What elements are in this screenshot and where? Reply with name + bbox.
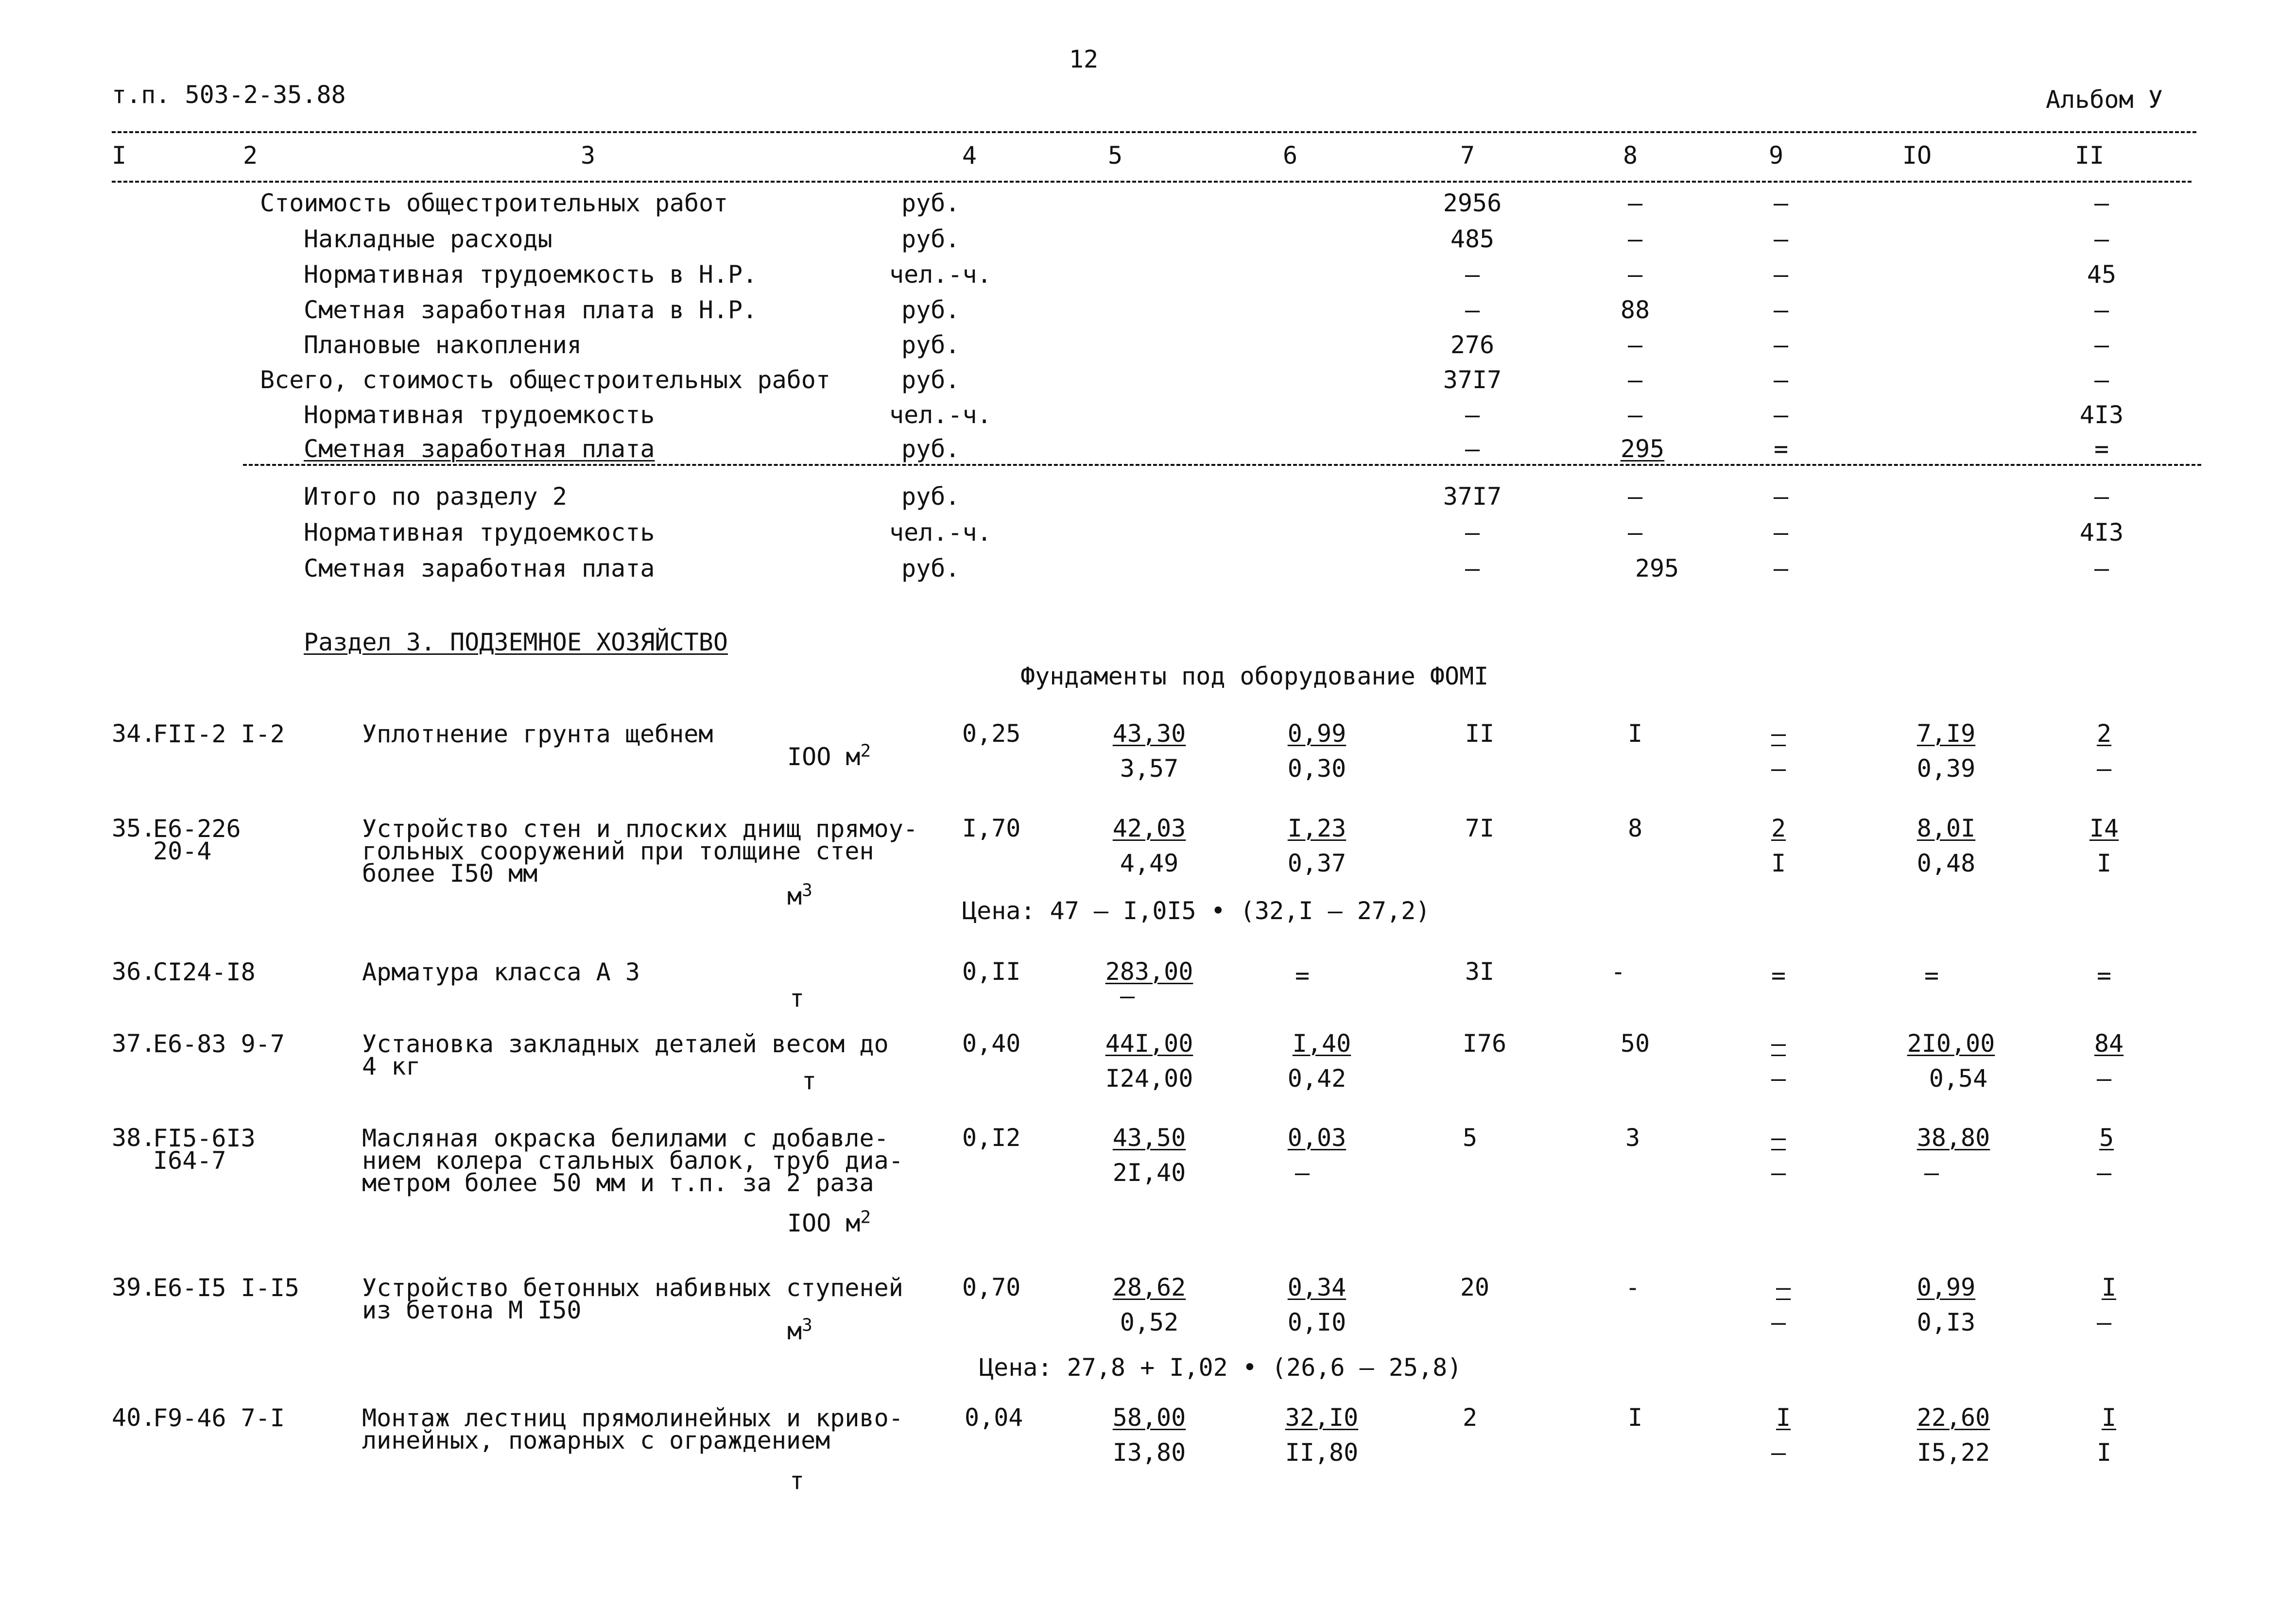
item-number: 34.	[112, 719, 156, 748]
item-col5-top: 283,00	[1105, 957, 1193, 986]
summary-label: Нормативная трудоемкость	[304, 518, 655, 547]
summary-unit: руб.	[901, 296, 960, 324]
summary-col9: –	[1773, 189, 1789, 217]
summary-unit: руб.	[901, 366, 960, 394]
item-quantity: I,70	[962, 814, 1021, 842]
summary-col7: 37I7	[1443, 366, 1502, 394]
summary-label: Стоимость общестроительных работ	[260, 189, 728, 217]
item-col6-top: I,40	[1292, 1029, 1351, 1058]
price-formula: Цена: 47 – I,0I5 • (32,I – 27,2)	[962, 897, 1431, 925]
item-col8: 3	[1625, 1124, 1640, 1152]
item-number: 37.	[112, 1029, 156, 1058]
summary-col7: 485	[1450, 225, 1495, 253]
album-label: Альбом У	[2046, 85, 2163, 114]
column-header: I	[111, 141, 127, 170]
item-col11-top: I4	[2089, 814, 2119, 842]
summary-col9: =	[1773, 435, 1789, 463]
item-col5-bottom: 3,57	[1120, 754, 1179, 783]
item-col5-bottom: I3,80	[1112, 1438, 1186, 1467]
item-quantity: 0,II	[962, 957, 1021, 986]
item-code: FII-2 I-2	[153, 720, 285, 748]
summary-col7: –	[1465, 554, 1480, 582]
item-col5-top: 58,00	[1112, 1403, 1186, 1432]
summary-col7: –	[1465, 260, 1480, 289]
summary-col7: –	[1465, 518, 1480, 547]
item-col7: 20	[1460, 1273, 1490, 1301]
item-col9-top: –	[1771, 719, 1786, 748]
summary-label: Итого по разделу 2	[304, 482, 567, 511]
item-col9-top: –	[1771, 1124, 1786, 1152]
summary-label: Нормативная трудоемкость в Н.Р.	[304, 260, 758, 289]
summary-col9: –	[1773, 225, 1789, 253]
summary-label: Сметная заработная плата	[304, 435, 655, 463]
item-col9-top: –	[1771, 1029, 1786, 1058]
item-col5-top: 42,03	[1112, 814, 1186, 842]
summary-col9: –	[1773, 518, 1789, 547]
summary-col9: –	[1773, 331, 1789, 359]
item-col11-top: 84	[2094, 1029, 2124, 1058]
item-col5-bottom: I24,00	[1105, 1064, 1193, 1093]
item-col5-bottom: –	[1120, 982, 1135, 1010]
summary-col7: 37I7	[1443, 482, 1502, 511]
column-header: 8	[1623, 141, 1638, 170]
item-col10-bottom: 0,54	[1929, 1064, 1988, 1093]
item-col6-bottom: 0,42	[1287, 1064, 1347, 1093]
summary-unit: чел.-ч.	[889, 401, 992, 429]
item-col8: 50	[1620, 1029, 1650, 1058]
summary-col9: –	[1773, 482, 1789, 511]
item-col10-bottom: 0,I3	[1916, 1308, 1976, 1336]
item-col6-bottom: 0,30	[1287, 754, 1347, 783]
item-col11-bottom: –	[2096, 754, 2112, 783]
summary-col11: –	[2094, 296, 2109, 324]
summary-col8: –	[1627, 189, 1643, 217]
summary-col8: –	[1627, 331, 1643, 359]
item-col11-bottom: I	[2096, 1438, 2112, 1467]
item-description: Арматура класса А 3	[362, 958, 640, 986]
item-col11-bottom: –	[2096, 1159, 2112, 1187]
item-code: E6-226 20-4	[153, 815, 241, 865]
item-col10-top: 7,I9	[1916, 719, 1976, 748]
summary-col11: –	[2094, 482, 2109, 511]
summary-col9: –	[1773, 366, 1789, 394]
summary-label: Нормативная трудоемкость	[304, 401, 655, 429]
summary-label: Накладные расходы	[304, 225, 552, 253]
item-description: Уплотнение грунта щебнем	[362, 720, 713, 748]
summary-label: Всего, стоимость общестроительных работ	[260, 366, 830, 394]
item-code: E6-83 9-7	[153, 1030, 285, 1058]
summary-col8: 295	[1620, 435, 1665, 463]
item-col10-top: 22,60	[1916, 1403, 1990, 1432]
summary-col11: –	[2094, 331, 2109, 359]
item-col9-bottom: –	[1771, 754, 1786, 783]
summary-col9: –	[1773, 260, 1789, 289]
item-col6-top: 0,34	[1287, 1273, 1347, 1301]
column-header: II	[2074, 141, 2105, 170]
item-quantity: 0,40	[962, 1029, 1021, 1058]
item-col9-bottom: –	[1771, 1438, 1786, 1467]
item-col6-bottom: 0,I0	[1287, 1308, 1347, 1336]
price-formula: Цена: 27,8 + I,02 • (26,6 – 25,8)	[979, 1353, 1462, 1382]
item-col6-bottom: –	[1295, 1159, 1310, 1187]
column-header: 6	[1282, 141, 1298, 170]
header-rule-bottom	[112, 181, 2192, 183]
item-col11-bottom: –	[2096, 1308, 2112, 1336]
item-col9-bottom: –	[1771, 1159, 1786, 1187]
item-col10-top: =	[1924, 961, 1939, 990]
item-code: E6-I5 I-I5	[153, 1274, 300, 1302]
item-number: 38.	[112, 1124, 156, 1152]
item-col10-bottom: 0,39	[1916, 754, 1976, 783]
item-col5-top: 43,50	[1112, 1124, 1186, 1152]
document-code: т.п. 503-2-35.88	[112, 81, 346, 109]
item-col6-top: 0,99	[1287, 719, 1347, 748]
summary-col11: =	[2094, 435, 2109, 463]
summary-col8: 88	[1620, 296, 1650, 324]
item-col7: II	[1465, 719, 1495, 748]
subtotal-separator	[243, 464, 2201, 466]
item-col10-top: 0,99	[1916, 1273, 1976, 1301]
item-col7: 7I	[1465, 814, 1495, 842]
section-subtitle: Фундаменты под оборудование ФОМI	[1020, 662, 1489, 690]
item-col10-top: 8,0I	[1916, 814, 1976, 842]
item-col10-top: 2I0,00	[1907, 1029, 1995, 1058]
item-code: CI24-I8	[153, 958, 256, 986]
item-description: Монтаж лестниц прямолинейных и криво- линейных, пожарных с ограждением	[362, 1404, 903, 1454]
item-unit: $м^3$	[787, 880, 812, 910]
summary-col11: 45	[2087, 260, 2117, 289]
item-code: FI5-6I3 I64-7	[153, 1124, 256, 1175]
item-col5-top: 44I,00	[1105, 1029, 1193, 1058]
summary-col8: –	[1627, 482, 1643, 511]
column-header: 7	[1460, 141, 1475, 170]
item-col10-bottom: –	[1924, 1159, 1939, 1187]
item-col8: 8	[1627, 814, 1643, 842]
summary-col8: –	[1627, 225, 1643, 253]
summary-unit: руб.	[901, 189, 960, 217]
item-col5-top: 28,62	[1112, 1273, 1186, 1301]
item-number: 39.	[112, 1273, 156, 1301]
summary-col11: 4I3	[2079, 518, 2124, 547]
item-col9-top: I	[1776, 1403, 1791, 1432]
item-quantity: 0,70	[962, 1273, 1021, 1301]
item-col10-bottom: I5,22	[1916, 1438, 1990, 1467]
item-unit: IOO $м^2$	[787, 1207, 871, 1237]
summary-col7: –	[1465, 435, 1480, 463]
item-number: 40.	[112, 1403, 156, 1432]
item-col9-bottom: –	[1771, 1064, 1786, 1093]
item-col11-top: 2	[2096, 719, 2112, 748]
item-col5-top: 43,30	[1112, 719, 1186, 748]
item-col6-top: =	[1295, 961, 1310, 990]
item-col5-bottom: 2I,40	[1112, 1159, 1186, 1187]
item-quantity: 0,25	[962, 719, 1021, 748]
summary-col8: –	[1627, 260, 1643, 289]
item-col11-bottom: –	[2096, 1064, 2112, 1093]
item-col7: 3I	[1465, 957, 1495, 986]
summary-col11: –	[2094, 554, 2109, 582]
summary-label: Сметная заработная плата	[304, 554, 655, 582]
item-description: Устройство стен и плоских днищ прямоу- гольных сооружений при толщине стен более I50 мм	[362, 815, 918, 888]
item-quantity: 0,I2	[962, 1124, 1021, 1152]
summary-col11: –	[2094, 225, 2109, 253]
item-unit: т	[790, 984, 805, 1012]
summary-unit: чел.-ч.	[889, 518, 992, 547]
summary-col7: –	[1465, 296, 1480, 324]
item-col8: I	[1627, 719, 1643, 748]
summary-col7: 276	[1450, 331, 1495, 359]
item-col8: I	[1627, 1403, 1643, 1432]
item-col6-bottom: 0,37	[1287, 849, 1347, 877]
item-col9-top: –	[1776, 1273, 1791, 1301]
summary-unit: руб.	[901, 554, 960, 582]
item-description: Устройство бетонных набивных ступеней из бетона М I50	[362, 1274, 903, 1324]
item-col9-bottom: I	[1771, 849, 1786, 877]
summary-col11: 4I3	[2079, 401, 2124, 429]
item-col11-top: I	[2101, 1273, 2117, 1301]
summary-col7: –	[1465, 401, 1480, 429]
item-code: F9-46 7-I	[153, 1404, 285, 1432]
item-unit: т	[790, 1467, 805, 1495]
item-quantity: 0,04	[965, 1403, 1023, 1432]
column-header: 3	[580, 141, 596, 170]
summary-col9: –	[1773, 554, 1789, 582]
summary-col9: –	[1773, 401, 1789, 429]
summary-unit: руб.	[901, 331, 960, 359]
item-col6-bottom: II,80	[1285, 1438, 1359, 1467]
summary-col8: –	[1627, 401, 1643, 429]
item-col8: -	[1625, 1273, 1640, 1301]
item-col6-top: 0,03	[1287, 1124, 1347, 1152]
summary-col7: 2956	[1443, 189, 1502, 217]
column-header: IO	[1902, 141, 1932, 170]
item-number: 36.	[112, 957, 156, 986]
item-number: 35.	[112, 814, 156, 842]
item-col9-top: 2	[1771, 814, 1786, 842]
item-unit: $м^3$	[787, 1315, 812, 1345]
column-header: 9	[1768, 141, 1784, 170]
item-description: Масляная окраска белилами с добавле- нием колера стальных балок, труб диа- метром более 50 мм и т.п. за 2 раза	[362, 1124, 903, 1197]
summary-col11: –	[2094, 189, 2109, 217]
summary-col9: –	[1773, 296, 1789, 324]
summary-col8: –	[1627, 518, 1643, 547]
item-col11-top: =	[2096, 961, 2112, 990]
item-col10-bottom: 0,48	[1916, 849, 1976, 877]
summary-col8: –	[1627, 366, 1643, 394]
summary-unit: чел.-ч.	[889, 260, 992, 289]
summary-unit: руб.	[901, 482, 960, 511]
section-title: Раздел 3. ПОДЗЕМНОЕ ХОЗЯЙСТВО	[304, 628, 728, 656]
item-description: Установка закладных деталей весом до 4 кг	[362, 1030, 889, 1080]
summary-label: Плановые накопления	[304, 331, 582, 359]
item-col6-top: 32,I0	[1285, 1403, 1359, 1432]
summary-col11: –	[2094, 366, 2109, 394]
column-header: 4	[962, 141, 977, 170]
item-col9-bottom: –	[1771, 1308, 1786, 1336]
item-col5-bottom: 0,52	[1120, 1308, 1179, 1336]
item-col11-bottom: I	[2096, 849, 2112, 877]
item-col10-top: 38,80	[1916, 1124, 1990, 1152]
item-col5-bottom: 4,49	[1120, 849, 1179, 877]
item-col8: -	[1610, 957, 1626, 986]
item-col11-top: 5	[2099, 1124, 2114, 1152]
column-header: 5	[1107, 141, 1123, 170]
item-col7: I76	[1462, 1029, 1507, 1058]
item-col9-top: =	[1771, 961, 1786, 990]
item-col6-top: I,23	[1287, 814, 1347, 842]
column-header: 2	[242, 141, 258, 170]
summary-unit: руб.	[901, 435, 960, 463]
item-unit: IOO $м^2$	[787, 741, 871, 771]
summary-col8: 295	[1635, 554, 1679, 582]
item-col7: 2	[1462, 1403, 1478, 1432]
header-rule-top	[112, 131, 2196, 133]
summary-unit: руб.	[901, 225, 960, 253]
item-col11-top: I	[2101, 1403, 2117, 1432]
summary-label: Сметная заработная плата в Н.Р.	[304, 296, 758, 324]
item-col7: 5	[1462, 1124, 1478, 1152]
item-unit: т	[802, 1067, 817, 1095]
page-number: 12	[1069, 45, 1099, 73]
